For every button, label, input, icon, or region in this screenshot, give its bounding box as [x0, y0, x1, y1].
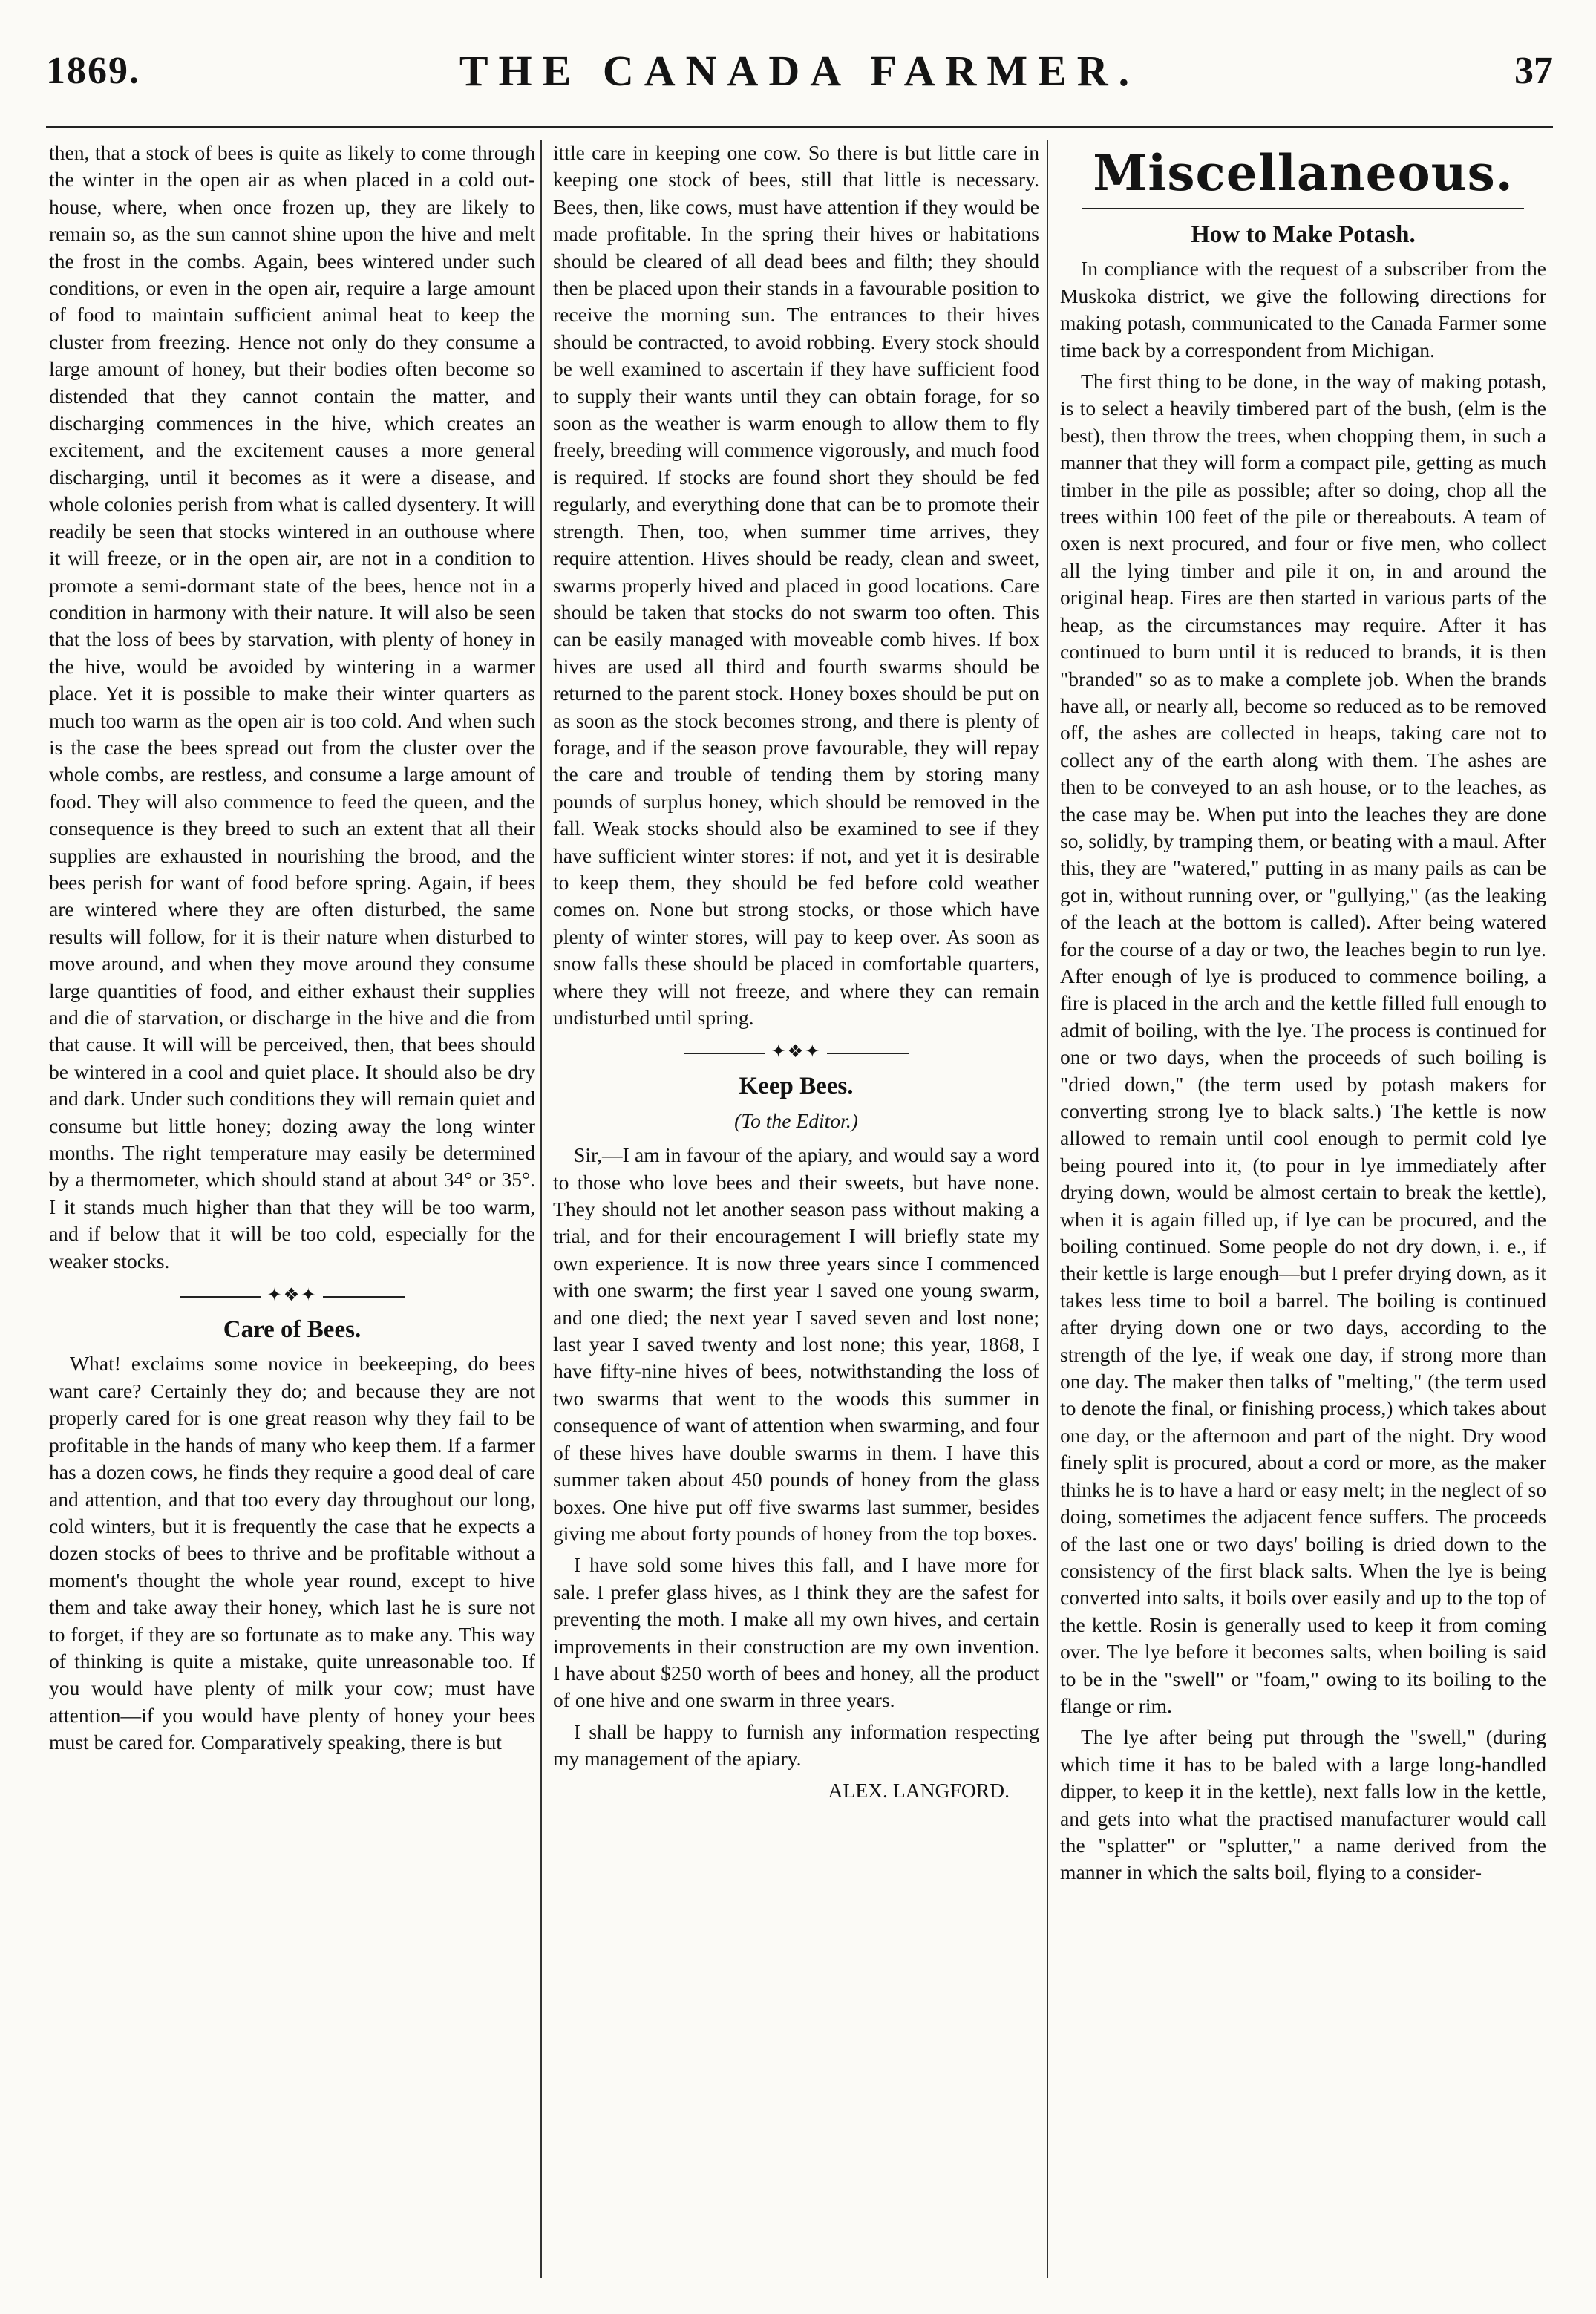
section-rule [1082, 208, 1524, 209]
header-rule [46, 126, 1553, 128]
article-paragraph: The lye after being put through the "swell," (during which time it has to be baled with a large long-handled dipper, to keep it in the kettle), next falls low in the kettle, and gets into what the practised manufacturer would call the "splatter" or "splutter," a name derived from the manner in which the salts boil, flying to a consider- [1060, 1725, 1546, 1884]
letter-paragraph: I have sold some hives this fall, and I have more for sale. I prefer glass hives, as I think they are the safest for preventing the moth. I make all my own hives, and certain improvements in their construction are my own invention. I have about $250 worth of bees and honey, all the product of one hive and one swarm in three years. [553, 1553, 1039, 1712]
article-paragraph: The first thing to be done, in the way of making potash, is to select a heavily timbered part of the bush, (elm is the best), then throw the trees, when chopping them, in such a manner that they will form a compact pile, getting as much timber in the pile as possible; after so doing, chop all the trees within 100 feet of the pile or thereabouts. A team of oxen is next procured, and four or five men, who collect all the lying timber and pile it on, in and around the original heap. Fires are then started in various parts of the heap, as the circumstances may require. After it has continued to burn until it is reduced to brands, it is then "branded" so as to make a complete job. When the brands have all, or nearly all, become so reduced as to be removed off, the ashes are collected in heaps, taking care not to collect any of the earth along with them. The ashes are then to be conveyed to an ash house, or to the leaches, as the case may be. When put into the leaches they are done so, solidly, by tramping them, or beating with a maul. After this, they are "watered," putting in as many pails as can be got in, without running over, or "gullying," (as the leaking of the leach at the bottom is called). After being watered for the course of a day or two, the leaches begin to run lye. After enough of lye is produced to commence boiling, a fire is placed in the arch and the kettle filled full enough to admit of boiling, with the lye. The process is continued for one or two days, when the proceeds of such boiling is "dried down," (the term used by potash makers for converting strong lye to black salts.) The kettle is now allowed to remain until cool enough to permit cold lye being poured into it, (to pour in lye immediately after drying down, would be almost certain to break the kettle), when it is again filled up, if lye can be procured, and the boiling continued. Some people do not dry down, i. e., if their kettle is large enough—but I prefer drying down, as it takes less time to boil a barrel. The boiling is continued after drying down one or two days, according to the strength of the lye, if weak one day, if strong more than one day. The maker then talks of "melting," (the term used to denote the final, or finishing process,) which takes about one day, or the afternoon and part of the night. Dry wood finely split is procured, about a cord or more, as the maker thinks he is to have a hard or easy melt; in the neglect of so doing, sometimes the adjacent fence suffers. The proceeds of the last one or two days' boiling is dried down to the consistency of the first black salts. When the lye is being converted into salts, it boils over easily and up to the top of the kettle. Rosin is generally used to keep it from coming over. The lye before it becomes salts, when boiling is said to be in the "swell" or "foam," owing to its boiling to the flange or rim. [1060, 370, 1546, 1717]
letter-subheading: (To the Editor.) [734, 1108, 858, 1132]
section-ornament: ✦❖✦ [49, 1287, 535, 1304]
column-divider [540, 140, 542, 2278]
article-paragraph: then, that a stock of bees is quite as likely to come through the winter in the open air as when placed in a cold out-house, where, when once frozen up, they are likely to remain so, as the sun cannot shine upon the hive and melt the frost in the combs. Again, bees wintered under such conditions, or even in the open air, require a large amount of food to maintain sufficient animal heat to keep the cluster from freezing. Hence not only do they consume a large amount of honey, but their bodies often become so distended that they cannot contain the matter, and discharging commences in the hive, which creates an excitement, and the excitement causes a more general discharging, until it becomes as it were a disease, and whole colonies perish from what is called dysentery. It will readily be seen that stocks wintered in an outhouse where it will freeze, or in the open air, are not in a condition to promote a semi-dormant state of the bees, hence not in a condition in harmony with their nature. It will also be seen that the loss of bees by starvation, with plenty of honey in the hive, would be avoided by wintering in a warmer place. Yet it is possible to make their winter quarters as much too warm as the open air is too cold. And when such is the case the bees spread out from the cluster over the whole combs, are restless, and consume a large amount of food. They will also commence to feed the queen, and the consequence is they breed to such an extent that all their supplies are exhausted in nourishing the brood, and the bees perish for want of food before spring. Again, if bees are wintered where they are often disturbed, the same results will follow, for it is their nature when disturbed to move around, and when they move around they consume large quantities of food, and either exhaust their supplies and die of starvation, or discharge in the hive and die from that cause. It will will be perceived, then, that bees should be wintered in a cool and quiet place. It should also be dry and dark. Under such conditions they will remain quiet and consume but little honey; dozing away the long winter months. The right temperature may easily be determined by a thermometer, which should stand at about 34° or 35°. I it stands much higher than that they will be too warm, and if below that it will be too cold, especially for the weaker stocks. [49, 141, 535, 1272]
article-paragraph: ittle care in keeping one cow. So there is but little care in keeping one stock of bees, still that little is necessary. Bees, then, like cows, must have attention if they would be made profitable. In the spring their hives or habitations should be cleared of all dead bees and filth; they should then be placed upon their stands in a favourable position to receive the morning sun. The entrances to their hives should be contracted, to avoid robbing. Every stock should be well examined to ascertain if they have sufficient food to supply their wants until they can obtain forage, for so soon as the weather is warm enough to allow them to fly freely, breeding will commence vigorously, and much food is required. If stocks are found short they should be fed regularly, and everything done that can be to promote their strength. Then, too, when summer time arrives, they require attention. Hives should be ready, clean and sweet, swarms properly hived and placed in good locations. Care should be taken that stocks do not swarm too often. This can be easily managed with moveable comb hives. If box hives are used all third and fourth swarms should be returned to the parent stock. Honey boxes should be put on as soon as the stock becomes strong, and there is plenty of forage, and if the season prove favourable, they will repay the care and trouble of tending them by storing many pounds of surplus honey, which should be removed in the fall. Weak stocks should also be examined to see if they have sufficient winter stores: if not, and yet it is desirable to keep them, they should be fed before cold weather comes on. None but strong stocks, or those which have plenty of winter stores, will pay to keep over. As soon as snow falls these should be placed in comfortable quarters, where they will not freeze, and where they can remain undisturbed until spring. [553, 141, 1039, 1029]
issue-year: 1869. [46, 50, 140, 92]
letter-signature: ALEX. LANGFORD. [828, 1778, 1010, 1802]
page-number: 37 [1514, 50, 1553, 92]
article-heading-keep-bees: Keep Bees. [739, 1073, 854, 1100]
column-2 [553, 140, 1039, 2278]
newspaper-title: THE CANADA FARMER. [459, 47, 1140, 95]
article-heading-potash: How to Make Potash. [1191, 221, 1416, 248]
column-3 [1060, 140, 1546, 2278]
article-heading-care-of-bees: Care of Bees. [223, 1316, 362, 1344]
letter-paragraph: I shall be happy to furnish any information respecting my management of the apiary. [553, 1719, 1039, 1771]
article-paragraph: In compliance with the request of a subscriber from the Muskoka district, we give the following directions for making potash, communicated to the Canada Farmer some time back by a correspondent from Michigan. [1060, 257, 1546, 362]
masthead [46, 43, 1553, 110]
letter-paragraph: Sir,—I am in favour of the apiary, and would say a word to those who love bees and their sweets, but have none. They should not let another season pass without making a trial, and for their encouragement I will briefly state my own experience. It is now three years since I commenced with one swarm; the first year I saved one young swarm, and one died; the next year I saved seven and lost none; last year I saved twenty and lost none; this year, 1868, I have fifty-nine hives of bees, notwithstanding the loss of two swarms that went to the woods this summer in consequence of want of attention when swarming, and four of these hives have double swarms in them. I have this summer taken about 450 pounds of honey from the glass boxes. One hive put off five swarms last summer, besides giving me about forty pounds of honey from the top boxes. [553, 1143, 1039, 1545]
section-title-miscellaneous: Miscellaneous. [1093, 144, 1514, 202]
column-1 [49, 140, 535, 2278]
section-ornament: ✦❖✦ [553, 1043, 1039, 1061]
column-divider [1047, 140, 1048, 2278]
article-paragraph: What! exclaims some novice in beekeeping, do bees want care? Certainly they do; and because they are not properly cared for is one great reason why they fail to be profitable in the hands of many who keep them. If a farmer has a dozen cows, he finds they require a good deal of care and attention, and that too every day throughout our long, cold winters, but it is frequently the case that he expects a dozen stocks of bees to thrive and be profitable without a moment's thought the whole year round, except to hive them and take away their honey, which last he is sure not to forget, if they are so fortunate as to make any. This way of thinking is quite a mistake, quite unreasonable too. If you would have plenty of milk your cow; must have attention—if you would have plenty of honey your bees must be cared for. Comparatively speaking, there is but [49, 1352, 535, 1754]
